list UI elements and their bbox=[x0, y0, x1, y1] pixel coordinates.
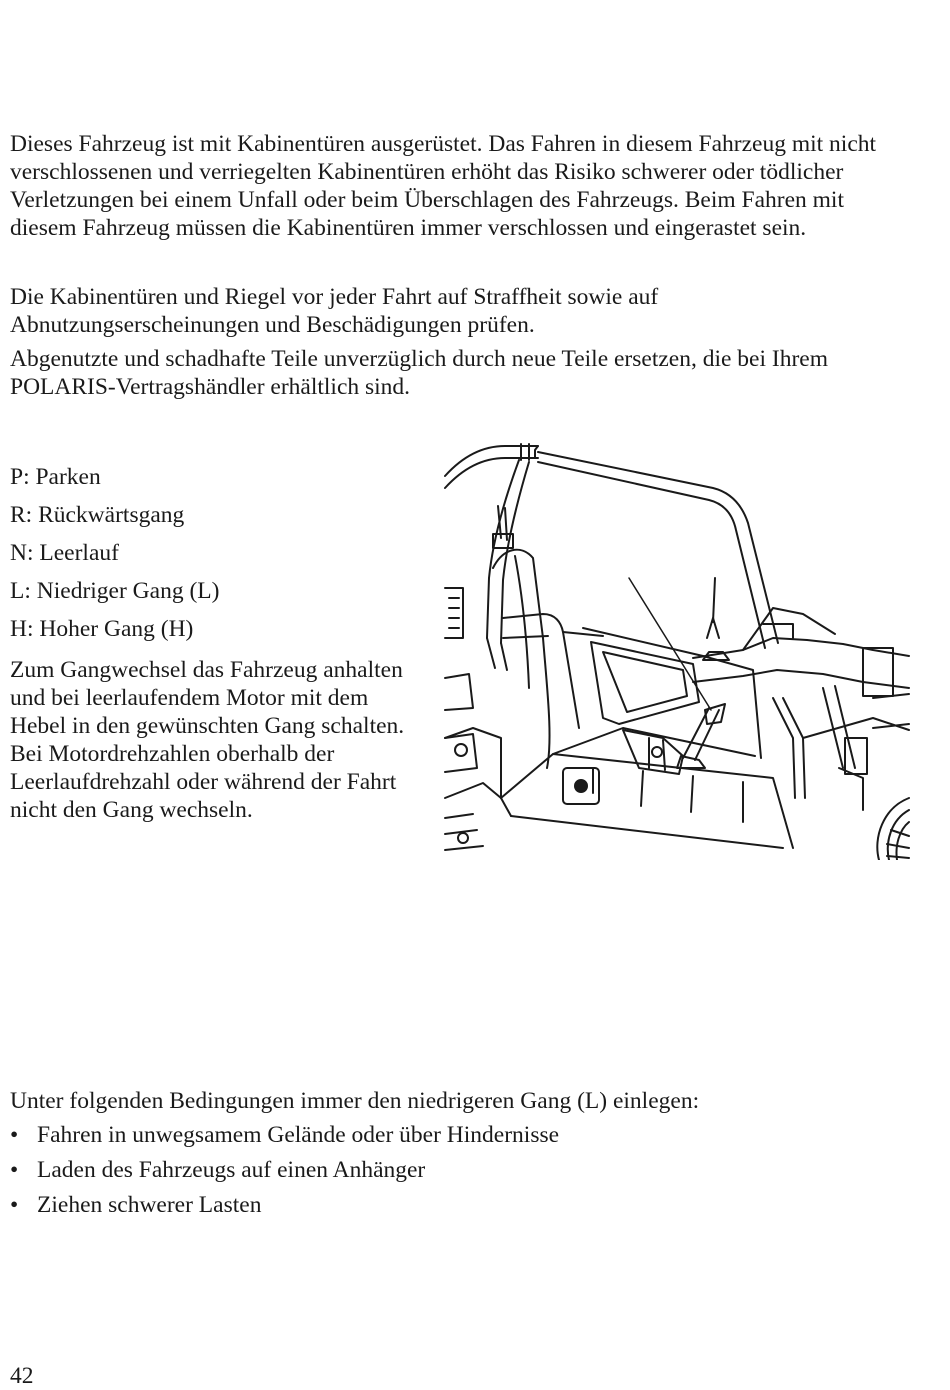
list-item bbox=[10, 1191, 559, 1226]
parts-replacement-paragraph: Abgenutzte und schadhafte Teile unverzüglich durch neue Teile ersetzen, die bei Ihrem POLARIS-Vertragshändler erhältlich sind. bbox=[10, 346, 829, 400]
condition-text: Fahren in unwegsamem Gelände oder über Hindernisse bbox=[37, 1122, 560, 1148]
shift-instructions: Zum Gangwechsel das Fahrzeug anhalten und bei leerlaufendem Motor mit dem Hebel in den gewünschten Gang schalten. Bei Motordrehzahlen oberhalb der Leerlaufdrehzahl oder während der Fahrt nicht den Gang wechseln. bbox=[10, 657, 405, 823]
list-item bbox=[10, 1156, 559, 1191]
condition-text: Laden des Fahrzeugs auf einen Anhänger bbox=[37, 1157, 426, 1183]
door-inspection-paragraph: Die Kabinentüren und Riegel vor jeder Fahrt auf Straffheit sowie auf Abnutzungserscheinungen und Beschädigungen prüfen. bbox=[10, 284, 659, 338]
condition-text: Ziehen schwerer Lasten bbox=[37, 1192, 262, 1218]
roll-cage bbox=[445, 444, 778, 670]
gear-position-neutral: N: Leerlauf bbox=[10, 540, 119, 566]
low-gear-conditions bbox=[10, 1121, 559, 1226]
front-wheel bbox=[877, 798, 909, 860]
vehicle-cockpit-illustration bbox=[443, 438, 911, 860]
dashboard bbox=[693, 578, 909, 696]
gear-position-park: P: Parken bbox=[10, 464, 101, 490]
gear-position-reverse: R: Rückwärtsgang bbox=[10, 502, 185, 528]
gear-position-list bbox=[10, 463, 420, 653]
gear-position-high: H: Hoher Gang (H) bbox=[10, 616, 194, 642]
bullet-icon: • bbox=[10, 1122, 19, 1148]
page-number: 42 bbox=[10, 1363, 34, 1389]
doors-warning-paragraph: Dieses Fahrzeug ist mit Kabinentüren ausgerüstet. Das Fahren in diesem Fahrzeug mit nicht verschlossenen und verriegelten Kabinentüren erhöht das Risiko schwerer oder tödlicher Verletzungen bei einem Unfall oder beim Überschlagen des Fahrzeugs. Beim Fahren mit diesem Fahrzeug müssen die Kabinentüren immer verschlossen und eingerastet sein. bbox=[10, 131, 877, 241]
bullet-icon: • bbox=[10, 1157, 19, 1183]
front-suspension bbox=[823, 686, 909, 810]
low-gear-intro: Unter folgenden Bedingungen immer den niedrigeren Gang (L) einlegen: bbox=[10, 1088, 700, 1114]
rear-components bbox=[445, 588, 483, 850]
seat bbox=[493, 550, 550, 768]
list-item bbox=[10, 1121, 559, 1156]
gear-position-low: L: Niedriger Gang (L) bbox=[10, 578, 220, 604]
bullet-icon: • bbox=[10, 1192, 19, 1218]
rocker-panel bbox=[445, 728, 793, 848]
